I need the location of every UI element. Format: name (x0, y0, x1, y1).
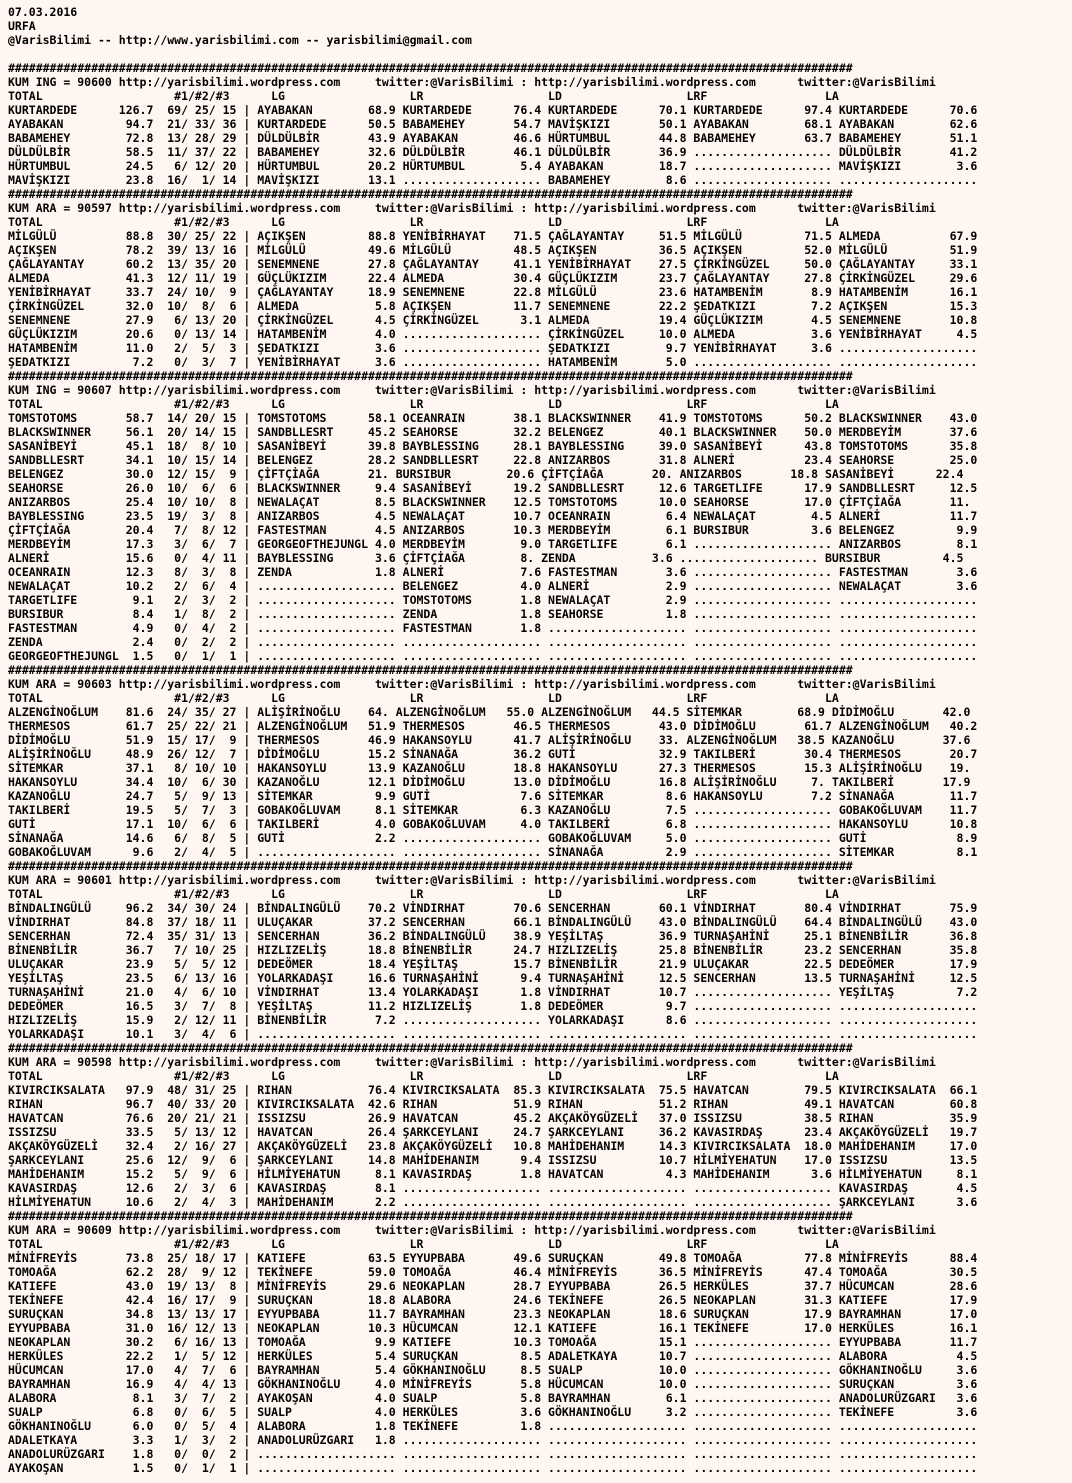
report-line: TOMOAĞA 62.2 28/ 9/ 12 | TEKİNEFE 59.0 TOMOAĞA 46.4 MİNİFREYİS 36.5 MİNİFREYİS 47.4 TOMOAĞA 30.5 (8, 1265, 978, 1279)
report-line: HAVATCAN 76.6 20/ 21/ 21 | ISSIZSU 26.9 HAVATCAN 45.2 AKÇAKÖYGÜZELİ 37.0 ISSIZSU 38.5 RIHAN 35.9 (8, 1111, 978, 1125)
separator-line: ########################################################################################################################## (8, 187, 853, 201)
report-line: TOTAL #1/#2/#3 LG LR LD LRF LA (8, 1237, 839, 1251)
report-line: ŞEDATKIZI 7.2 0/ 3/ 7 | YENİBİRHAYAT 3.6 .................... HATAMBENİM 5.0 .................... .................... (8, 355, 978, 369)
report-line: ISSIZSU 33.5 5/ 13/ 12 | HAVATCAN 26.4 ŞARKCEYLANI 24.7 ŞARKCEYLANI 36.2 KAVASIRDAŞ 23.4 AKÇAKÖYGÜZELİ 19.7 (8, 1125, 978, 1139)
report-line: ANIZARBOS 25.4 10/ 10/ 8 | NEWALAÇAT 8.5 BLACKSWINNER 12.5 TOMSTOTOMS 10.0 SEAHORSE 17.0 ÇİFTÇİAĞA 11. (8, 495, 971, 509)
report-line: KUM ARA = 90609 http://yarisbilimi.wordpress.com twitter:@VarisBilimi : http://yarisbilimi.wordpress.com twitter:@VarisBilimi (8, 1223, 936, 1237)
report-line: MİLGÜLÜ 88.8 30/ 25/ 22 | AÇIKŞEN 88.8 YENİBİRHAYAT 71.5 ÇAĞLAYANTAY 51.5 MİLGÜLÜ 71.5 ALMEDA 67.9 (8, 229, 978, 243)
report-line: TOTAL #1/#2/#3 LG LR LD LRF LA (8, 397, 839, 411)
report-line: TOMSTOTOMS 58.7 14/ 20/ 15 | TOMSTOTOMS 58.1 OCEANRAIN 38.1 BLACKSWINNER 41.9 TOMSTOTOMS 50.2 BLACKSWINNER 43.0 (8, 411, 978, 425)
report-line: OCEANRAIN 12.3 8/ 3/ 8 | ZENDA 1.8 ALNERİ 7.6 FASTESTMAN 3.6 .................... FASTESTMAN 3.6 (8, 565, 978, 579)
report-line: MAHİDEHANIM 15.2 5/ 9/ 6 | HİLMİYEHATUN 8.1 KAVASIRDAŞ 1.8 HAVATCAN 4.3 MAHİDEHANIM 3.6 HİLMİYEHATUN 8.1 (8, 1167, 978, 1181)
report-line: ZENDA 2.4 0/ 2/ 2 | .................... .................... .................... .................... .................... (8, 635, 978, 649)
report-line: KUM ARA = 90601 http://yarisbilimi.wordpress.com twitter:@VarisBilimi : http://yarisbilimi.wordpress.com twitter:@VarisBilimi (8, 873, 936, 887)
report-line: NEWALAÇAT 10.2 2/ 6/ 4 | .................... BELENGEZ 4.0 ALNERİ 2.9 .................... NEWALAÇAT 3.6 (8, 579, 978, 593)
report-line: DEDEÖMER 16.5 3/ 7/ 8 | YEŞİLTAŞ 11.2 HIZLIZELİŞ 1.8 DEDEÖMER 9.7 .................... .................... (8, 999, 978, 1013)
report-line: SENCERHAN 72.4 35/ 31/ 13 | SENCERHAN 36.2 BİNDALINGÜLÜ 38.9 YEŞİLTAŞ 36.9 TURNAŞAHİNİ 25.1 BİNENBİLİR 36.8 (8, 929, 978, 943)
report-line: ALNERİ 15.6 0/ 4/ 11 | BAYBLESSING 3.6 ÇİFTÇİAĞA 8. ZENDA 3.6 .................... BURSIBUR 4.5 (8, 551, 964, 565)
report-line: THERMESOS 61.7 25/ 22/ 21 | ALZENGİNOĞLUM 51.9 THERMESOS 46.5 THERMESOS 43.0 DİDİMOĞLU 61.7 ALZENGİNOĞLUM 40.2 (8, 719, 978, 733)
report-line: DÜLDÜLBİR 58.5 11/ 37/ 22 | BABAMEHEY 32.6 DÜLDÜLBİR 46.1 DÜLDÜLBİR 36.9 .................... DÜLDÜLBİR 41.2 (8, 145, 978, 159)
report-line: BİNENBİLİR 36.7 7/ 10/ 25 | HIZLIZELİŞ 18.8 BİNENBİLİR 24.7 HIZLIZELİŞ 25.8 BİNENBİLİR 23.2 SENCERHAN 35.8 (8, 943, 978, 957)
report-line: DİDİMOĞLU 51.9 15/ 17/ 9 | THERMESOS 46.9 HAKANSOYLU 41.7 ALİŞİRİNOĞLU 33. ALZENGİNOĞLUM 38.5 KAZANOĞLU 37.6 (8, 733, 971, 747)
report-line: ŞARKCEYLANI 25.6 12/ 9/ 6 | ŞARKCEYLANI 14.8 MAHİDEHANIM 9.4 ISSIZSU 10.7 HİLMİYEHATUN 17.0 ISSIZSU 13.5 (8, 1153, 978, 1167)
report-line: HÜRTUMBUL 24.5 6/ 12/ 20 | HÜRTUMBUL 20.2 HÜRTUMBUL 5.4 AYABAKAN 18.7 .................... MAVİŞKIZI 3.6 (8, 159, 978, 173)
report-line: KAVASIRDAŞ 12.6 2/ 3/ 6 | KAVASIRDAŞ 8.1 .................... .................... .................... KAVASIRDAŞ 4.5 (8, 1181, 978, 1195)
report-line: SASANİBEYİ 45.1 18/ 8/ 10 | SASANİBEYİ 39.8 BAYBLESSING 28.1 BAYBLESSING 39.0 SASANİBEYİ 43.8 TOMSTOTOMS 35.8 (8, 439, 978, 453)
report-line: AYABAKAN 94.7 21/ 33/ 36 | KURTARDEDE 50.5 BABAMEHEY 54.7 MAVİŞKIZI 50.1 AYABAKAN 68.1 AYABAKAN 62.6 (8, 117, 978, 131)
report-line: SİNANAĞA 14.6 6/ 8/ 5 | GUTİ 2.2 .................... GOBAKOĞLUVAM 5.0 .................... GUTİ 8.9 (8, 831, 978, 845)
report-line: TOTAL #1/#2/#3 LG LR LD LRF LA (8, 691, 839, 705)
report-line: ÇAĞLAYANTAY 60.2 13/ 35/ 20 | SENEMNENE 27.8 ÇAĞLAYANTAY 41.1 YENİBİRHAYAT 27.5 ÇİRKİNGÜZEL 50.0 ÇAĞLAYANTAY 33.1 (8, 257, 978, 271)
report-line: HÜCUMCAN 17.0 4/ 7/ 6 | BAYRAMHAN 5.4 GÖKHANINOĞLU 8.5 SUALP 10.0 .................... GÖKHANINOĞLU 3.6 (8, 1363, 978, 1377)
report-line: ALİŞİRİNOĞLU 48.9 26/ 12/ 7 | DİDİMOĞLU 15.2 SİNANAĞA 36.2 GUTİ 32.9 TAKILBERİ 30.4 THERMESOS 20.7 (8, 747, 978, 761)
report-line: TOTAL #1/#2/#3 LG LR LD LRF LA (8, 887, 839, 901)
report-line: MERDBEYİM 17.3 3/ 6/ 7 | GEORGEOFTHEJUNGL 4.0 MERDBEYİM 9.0 TARGETLIFE 6.1 .................... ANIZARBOS 8.1 (8, 537, 978, 551)
report-line: ÇİFTÇİAĞA 20.4 7/ 8/ 12 | FASTESTMAN 4.5 ANIZARBOS 10.3 MERDBEYİM 6.1 BURSIBUR 3.6 BELENGEZ 9.9 (8, 523, 978, 537)
report-line: TOTAL #1/#2/#3 LG LR LD LRF LA (8, 89, 839, 103)
separator-line: ########################################################################################################################## (8, 1209, 853, 1223)
report-line: BELENGEZ 30.0 12/ 15/ 9 | ÇİFTÇİAĞA 21. BURSIBUR 20.6 ÇİFTÇİAĞA 20. ANIZARBOS 18.8 SASANİBEYİ 22.4 (8, 467, 964, 481)
report-line: NEOKAPLAN 30.2 6/ 16/ 13 | TOMOAĞA 9.9 KATIEFE 10.3 TOMOAĞA 15.1 .................... EYYUPBABA 11.7 (8, 1335, 978, 1349)
separator-line: ########################################################################################################################## (8, 61, 853, 75)
report-line: @VarisBilimi -- http://www.yarisbilimi.com -- yarisbilimi@gmail.com (8, 33, 472, 47)
report-line: EYYUPBABA 31.0 16/ 12/ 13 | NEOKAPLAN 10.3 HÜCUMCAN 12.1 KATIEFE 16.1 TEKİNEFE 17.0 HERKÜLES 16.1 (8, 1321, 978, 1335)
report-line: ÇİRKİNGÜZEL 32.0 10/ 8/ 6 | ALMEDA 5.8 AÇIKŞEN 11.7 SENEMNENE 22.2 ŞEDATKIZI 7.2 AÇIKŞEN 15.3 (8, 299, 978, 313)
report-line: KUM ARA = 90598 http://yarisbilimi.wordpress.com twitter:@VarisBilimi : http://yarisbilimi.wordpress.com twitter:@VarisBilimi (8, 1055, 936, 1069)
report-line: ADALETKAYA 3.3 1/ 3/ 2 | ANADOLURÜZGARI 1.8 .................... .................... .................... .................... (8, 1433, 978, 1447)
report-line: RIHAN 96.7 40/ 33/ 20 | KIVIRCIKSALATA 42.6 RIHAN 51.9 RIHAN 51.2 RIHAN 49.1 HAVATCAN 60.8 (8, 1097, 978, 1111)
report-line: YOLARKADAŞI 10.1 3/ 4/ 6 | .................... .................... .................... .................... .................... (8, 1027, 978, 1041)
report-line: GUTİ 17.1 10/ 6/ 6 | TAKILBERİ 4.0 GOBAKOĞLUVAM 4.0 TAKILBERİ 6.8 .................... HAKANSOYLU 10.8 (8, 817, 978, 831)
report-line: KURTARDEDE 126.7 69/ 25/ 15 | AYABAKAN 68.9 KURTARDEDE 76.4 KURTARDEDE 70.1 KURTARDEDE 97.4 KURTARDEDE 70.6 (8, 103, 978, 117)
report-line: ULUÇAKAR 23.9 5/ 5/ 12 | DEDEÖMER 18.4 YEŞİLTAŞ 15.7 BİNENBİLİR 21.9 ULUÇAKAR 22.5 DEDEÖMER 17.9 (8, 957, 978, 971)
report-line: BİNDALINGÜLÜ 96.2 34/ 30/ 24 | BİNDALINGÜLÜ 70.2 VİNDIRHAT 70.6 SENCERHAN 60.1 VİNDIRHAT 80.4 VİNDIRHAT 75.9 (8, 901, 978, 915)
report-line: ALZENGİNOĞLUM 81.6 24/ 35/ 27 | ALİŞİRİNOĞLU 64. ALZENGİNOĞLUM 55.0 ALZENGİNOĞLUM 44.5 SİTEMKAR 68.9 DİDİMOĞLU 42.0 (8, 705, 971, 719)
report-line: HİLMİYEHATUN 10.6 2/ 4/ 3 | MAHİDEHANIM 2.2 .................... .................... .................... ŞARKCEYLANI 3.6 (8, 1195, 978, 1209)
report-line: BAYRAMHAN 16.9 4/ 4/ 13 | GÖKHANINOĞLU 4.0 MİNİFREYİS 5.8 HÜCUMCAN 10.0 .................... SURUÇKAN 3.6 (8, 1377, 978, 1391)
report-line: AÇIKŞEN 78.2 39/ 13/ 16 | MİLGÜLÜ 49.6 MİLGÜLÜ 48.5 AÇIKŞEN 36.5 AÇIKŞEN 52.0 MİLGÜLÜ 51.9 (8, 243, 978, 257)
report-line: GOBAKOĞLUVAM 9.6 2/ 4/ 5 | .................... .................... SİNANAĞA 2.9 .................... SİTEMKAR 8.1 (8, 845, 978, 859)
report-line: HATAMBENİM 11.0 2/ 5/ 3 | ŞEDATKIZI 3.6 .................... ŞEDATKIZI 9.7 YENİBİRHAYAT 3.6 .................... (8, 341, 978, 355)
report-line: TAKILBERİ 19.5 5/ 7/ 3 | GOBAKOĞLUVAM 8.1 SİTEMKAR 6.3 KAZANOĞLU 7.5 .................... GOBAKOĞLUVAM 11.7 (8, 803, 978, 817)
report-line: GÖKHANINOĞLU 6.0 0/ 5/ 4 | ALABORA 1.8 TEKİNEFE 1.8 .................... .................... .................... (8, 1419, 978, 1433)
report-line: SEAHORSE 26.0 10/ 6/ 6 | BLACKSWINNER 9.4 SASANİBEYİ 19.2 SANDBLLESRT 12.6 TARGETLIFE 17.9 SANDBLLESRT 12.5 (8, 481, 978, 495)
report-line: BAYBLESSING 23.5 19/ 3/ 8 | ANIZARBOS 4.5 NEWALAÇAT 10.7 OCEANRAIN 6.4 NEWALAÇAT 4.5 ALNERİ 11.7 (8, 509, 978, 523)
report-line: FASTESTMAN 4.9 0/ 4/ 2 | .................... FASTESTMAN 1.8 .................... .................... .................... (8, 621, 978, 635)
report-line: HIZLIZELİŞ 15.9 2/ 12/ 11 | BİNENBİLİR 7.2 .................... YOLARKADAŞI 8.6 .................... .................... (8, 1013, 978, 1027)
report-line: HAKANSOYLU 34.4 10/ 6/ 30 | KAZANOĞLU 12.1 DİDİMOĞLU 13.0 DİDİMOĞLU 16.8 ALİŞİRİNOĞLU 7. TAKILBERİ 17.9 (8, 775, 971, 789)
report-line: SUALP 6.8 0/ 6/ 5 | SUALP 4.0 HERKÜLES 3.6 GÖKHANINOĞLU 3.2 .................... TEKİNEFE 3.6 (8, 1405, 978, 1419)
report-line: TARGETLIFE 9.1 2/ 3/ 2 | .................... TOMSTOTOMS 1.8 NEWALAÇAT 2.9 .................... .................... (8, 593, 978, 607)
report-line: GEORGEOFTHEJUNGL 1.5 0/ 1/ 1 | .................... .................... .................... .................... .................... (8, 649, 978, 663)
report-line: BLACKSWINNER 56.1 20/ 14/ 15 | SANDBLLESRT 45.2 SEAHORSE 32.2 BELENGEZ 40.1 BLACKSWINNER 50.0 MERDBEYİM 37.6 (8, 425, 978, 439)
report-line: MİNİFREYİS 73.8 25/ 18/ 17 | KATIEFE 63.5 EYYUPBABA 49.6 SURUÇKAN 49.8 TOMOAĞA 77.8 MİNİFREYİS 88.4 (8, 1251, 978, 1265)
report-line: VİNDIRHAT 84.8 37/ 18/ 11 | ULUÇAKAR 37.2 SENCERHAN 66.1 BİNDALINGÜLÜ 43.0 BİNDALINGÜLÜ 64.4 BİNDALINGÜLÜ 43.0 (8, 915, 978, 929)
report-line: 07.03.2016 (8, 5, 78, 19)
report-line: HERKÜLES 22.2 1/ 5/ 12 | HERKÜLES 5.4 SURUÇKAN 8.5 ADALETKAYA 10.7 .................... ALABORA 4.5 (8, 1349, 978, 1363)
report-line: ALMEDA 41.3 12/ 11/ 19 | GÜÇLÜKIZIM 22.4 ALMEDA 30.4 GÜÇLÜKIZIM 23.7 ÇAĞLAYANTAY 27.8 ÇİRKİNGÜZEL 29.6 (8, 271, 978, 285)
report-line: URFA (8, 19, 36, 33)
report-line: ALABORA 8.1 3/ 7/ 2 | AYAKOŞAN 4.0 SUALP 5.8 BAYRAMHAN 6.1 .................... ANADOLURÜZGARI 3.6 (8, 1391, 978, 1405)
separator-line: ########################################################################################################################## (8, 1041, 853, 1055)
report-line: AKÇAKÖYGÜZELİ 32.4 2/ 16/ 27 | AKÇAKÖYGÜZELİ 23.8 AKÇAKÖYGÜZELİ 10.8 MAHİDEHANIM 14.3 KIVIRCIKSALATA 18.0 MAHİDEHANIM 17.0 (8, 1139, 978, 1153)
separator-line: ########################################################################################################################## (8, 663, 853, 677)
report-line: KUM ARA = 90603 http://yarisbilimi.wordpress.com twitter:@VarisBilimi : http://yarisbilimi.wordpress.com twitter:@VarisBilimi (8, 677, 936, 691)
report-line: GÜÇLÜKIZIM 20.6 0/ 13/ 14 | HATAMBENİM 4.0 .................... ÇİRKİNGÜZEL 10.0 ALMEDA 3.6 YENİBİRHAYAT 4.5 (8, 327, 978, 341)
report-line: TOTAL #1/#2/#3 LG LR LD LRF LA (8, 215, 839, 229)
report-line: MAVİŞKIZI 23.8 16/ 1/ 14 | MAVİŞKIZI 13.1 .................... BABAMEHEY 8.6 .................... .................... (8, 173, 978, 187)
report-line (8, 47, 1068, 61)
report-line: ANADOLURÜZGARI 1.8 0/ 0/ 2 | .................... .................... .................... .................... .................... (8, 1447, 978, 1461)
report-line: TEKİNEFE 42.4 16/ 17/ 9 | SURUÇKAN 18.8 ALABORA 24.6 TEKİNEFE 26.5 NEOKAPLAN 31.3 KATIEFE 17.9 (8, 1293, 978, 1307)
report-line: TURNAŞAHİNİ 21.0 4/ 6/ 10 | VİNDIRHAT 13.4 YOLARKADAŞI 1.8 VİNDIRHAT 10.7 .................... YEŞİLTAŞ 7.2 (8, 985, 978, 999)
report-line: YEŞİLTAŞ 23.5 6/ 13/ 16 | YOLARKADAŞI 16.6 TURNAŞAHİNİ 9.4 TURNAŞAHİNİ 12.5 SENCERHAN 13.5 TURNAŞAHİNİ 12.5 (8, 971, 978, 985)
report-line: AYAKOŞAN 1.5 0/ 1/ 1 | .................... .................... .................... .................... .................... (8, 1461, 978, 1475)
separator-line: ########################################################################################################################## (8, 369, 853, 383)
report-line: KUM ARA = 90597 http://yarisbilimi.wordpress.com twitter:@VarisBilimi : http://yarisbilimi.wordpress.com twitter:@VarisBilimi (8, 201, 936, 215)
report-line: KIVIRCIKSALATA 97.9 48/ 31/ 25 | RIHAN 76.4 KIVIRCIKSALATA 85.3 KIVIRCIKSALATA 75.5 HAVATCAN 79.5 KIVIRCIKSALATA 66.1 (8, 1083, 978, 1097)
report-line: SİTEMKAR 37.1 8/ 10/ 10 | HAKANSOYLU 13.9 KAZANOĞLU 18.8 HAKANSOYLU 27.3 THERMESOS 15.3 ALİŞİRİNOĞLU 19. (8, 761, 971, 775)
report-line: KUM ING = 90607 http://yarisbilimi.wordpress.com twitter:@VarisBilimi : http://yarisbilimi.wordpress.com twitter:@VarisBilimi (8, 383, 936, 397)
report-line: KATIEFE 43.0 19/ 13/ 8 | MİNİFREYİS 29.6 NEOKAPLAN 28.7 EYYUPBABA 26.5 HERKÜLES 37.7 HÜCUMCAN 28.6 (8, 1279, 978, 1293)
report-line: BURSIBUR 8.4 1/ 8/ 2 | .................... ZENDA 1.8 SEAHORSE 1.8 .................... .................... (8, 607, 978, 621)
report-line: KAZANOĞLU 24.7 5/ 9/ 13 | SİTEMKAR 9.9 GUTİ 7.6 SİTEMKAR 8.6 HAKANSOYLU 7.2 SİNANAĞA 11.7 (8, 789, 978, 803)
report-line: BABAMEHEY 72.8 13/ 28/ 29 | DÜLDÜLBİR 43.9 AYABAKAN 46.6 HÜRTUMBUL 44.8 BABAMEHEY 63.7 BABAMEHEY 51.1 (8, 131, 978, 145)
race-report-document (8, 5, 1068, 1475)
report-line: SENEMNENE 27.9 6/ 13/ 20 | ÇİRKİNGÜZEL 4.5 ÇİRKİNGÜZEL 3.1 ALMEDA 19.4 GÜÇLÜKIZIM 4.5 SENEMNENE 10.8 (8, 313, 978, 327)
report-line: SANDBLLESRT 34.1 10/ 15/ 14 | BELENGEZ 28.2 SANDBLLESRT 22.8 ANIZARBOS 31.8 ALNERİ 23.4 SEAHORSE 25.0 (8, 453, 978, 467)
report-line: SURUÇKAN 34.8 13/ 13/ 17 | EYYUPBABA 11.7 BAYRAMHAN 23.3 NEOKAPLAN 18.6 SURUÇKAN 17.9 BAYRAMHAN 17.0 (8, 1307, 978, 1321)
report-line: TOTAL #1/#2/#3 LG LR LD LRF LA (8, 1069, 839, 1083)
separator-line: ########################################################################################################################## (8, 859, 853, 873)
report-line: YENİBİRHAYAT 33.7 24/ 10/ 9 | ÇAĞLAYANTAY 18.9 SENEMNENE 22.8 MİLGÜLÜ 23.6 HATAMBENİM 8.9 HATAMBENİM 16.1 (8, 285, 978, 299)
report-line: KUM ING = 90600 http://yarisbilimi.wordpress.com twitter:@VarisBilimi : http://yarisbilimi.wordpress.com twitter:@VarisBilimi (8, 75, 936, 89)
